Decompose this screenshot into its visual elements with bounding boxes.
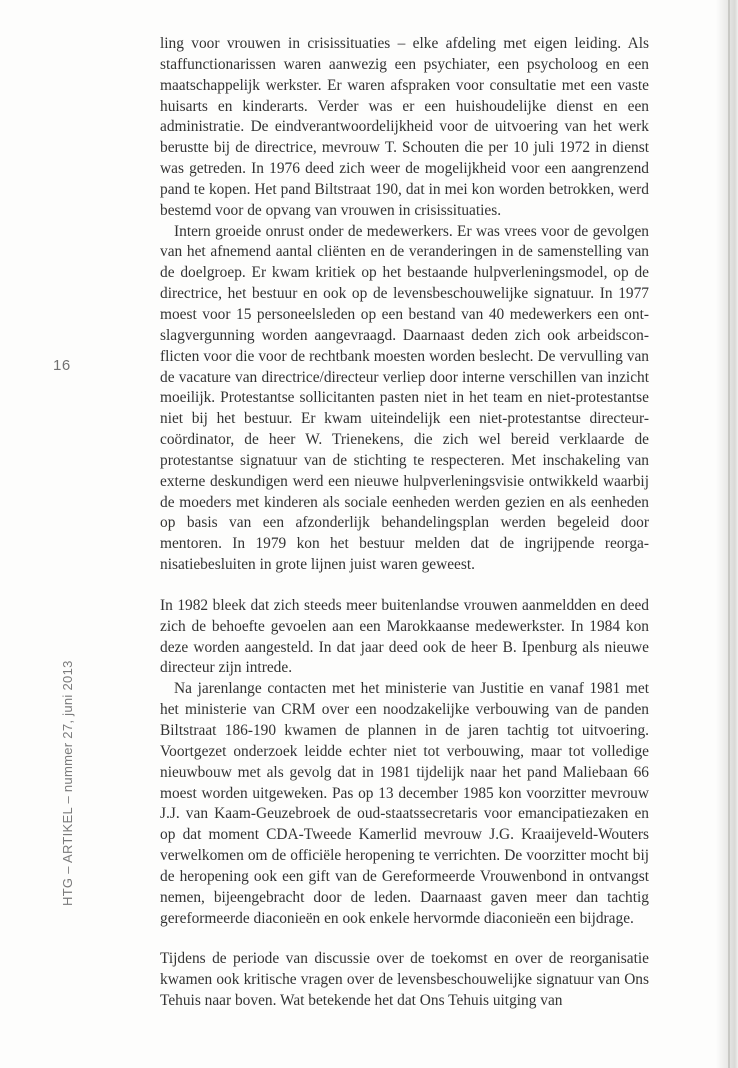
paragraph-3: In 1982 bleek dat zich steeds meer buitenlandse vrouwen aanmeldden en deed zich de behoefte gevoelen aan een Marokkaanse medewerkster. In 1984 kon deze worden aangesteld. In dat jaar deed ook de heer B. Ipenburg als nieuwe directeur zijn intrede. xyxy=(160,596,649,677)
page-edge-line xyxy=(728,0,730,1068)
article-body xyxy=(160,34,649,1012)
paragraph-2: Intern groeide onrust onder de medewerkers. Er was vrees voor de gevolgen van het afnemend aantal cliënten en de veranderingen in de samenstelling van de doelgroep. Er kwam kritiek op het bestaande hulpverleningsmodel, op de directrice, het bestuur en ook op de levensbeschouwelijke signatuur. In 1977 moest voor 15 personeelsleden op een bestand van 40 medewerkers een ontslagvergunning worden aangevraagd. Daarnaast deden zich ook arbeidsconflicten voor die voor de rechtbank moesten worden beslecht. De vervulling van de vacature van directrice/directeur verliep door interne verschillen van inzicht moeilijk. Protestantse sollicitanten pasten niet in het team en niet-protestantse niet bij het bestuur. Er kwam uiteindelijk een niet-protestantse directeur-coördinator, de heer W. Trienekens, die zich wel bereid verklaarde de protestantse signatuur van de stichting te respecteren. Met inschakeling van externe deskundigen werd een nieuwe hulpverleningsvisie ontwikkeld waarbij de moeders met kinderen als sociale eenheden werden gezien en als eenheden op basis van een afzonderlijk behandelingsplan werden begeleid door mentoren. In 1979 kon het bestuur melden dat de ingrijpende reorganisatiebesluiten in grote lijnen juist waren geweest. xyxy=(160,222,649,574)
running-head: HTG – ARTIKEL – nummer 27, juni 2013 xyxy=(60,660,75,906)
page-edge-shadow xyxy=(716,0,738,1068)
page-number: 16 xyxy=(53,357,71,374)
paragraph-4: Na jarenlange contacten met het ministerie van Justitie en vanaf 1981 met het ministerie van CRM over een noodzakelijke verbouwing van de panden Biltstraat 186-190 kwamen de plannen in de jaren tachtig tot uitvoering. Voortgezet onderzoek leidde echter niet tot verbouwing, maar tot volledige nieuwbouw met als gevolg dat in 1981 tijdelijk naar het pand Maliebaan 66 moest worden uitgeweken. Pas op 13 december 1985 kon voorzitter mevrouw J.J. van Kaam-Geuzebroek de oud-staatssecretaris voor emancipatiezaken en op dat moment CDA-Tweede Kamerlid mevrouw J.G. Kraaijeveld-Wouters verwelkomen om de officiële heropening te verrichten. De voorzitter mocht bij de heropening ook een gift van de Gereformeerde Vrouwenbond in ontvangst nemen, bijeengebracht door de leden. Daarnaast gaven meer dan tachtig gereformeerde diaconieën en ook enkele hervormde diaconieën een bijdrage. xyxy=(160,680,649,927)
paragraph-5: Tijdens de periode van discussie over de toekomst en over de reorganisatie kwamen ook kritische vragen over de levensbeschouwelijke signatuur van Ons Tehuis naar boven. Wat betekende het dat Ons Tehuis uitging van xyxy=(160,950,649,1010)
paragraph-1: ling voor vrouwen in crisissituaties – elke afdeling met eigen leiding. Als staffunctionarissen waren aanwezig een psychiater, een psycholoog en een maatschappelijk werkster. Er waren afspraken voor consultatie met een vaste huisarts en kinderarts. Verder was er een huishoudelijke dienst en een administratie. De eindverantwoordelijkheid voor de uitvoering van het werk berustte bij de directrice, mevrouw T. Schouten die per 10 juli 1972 in dienst was getreden. In 1976 deed zich weer de mogelijkheid voor een aangrenzend pand te kopen. Het pand Biltstraat 190, dat in mei kon worden betrokken, werd bestemd voor de opvang van vrouwen in crisissituaties. xyxy=(160,35,649,219)
